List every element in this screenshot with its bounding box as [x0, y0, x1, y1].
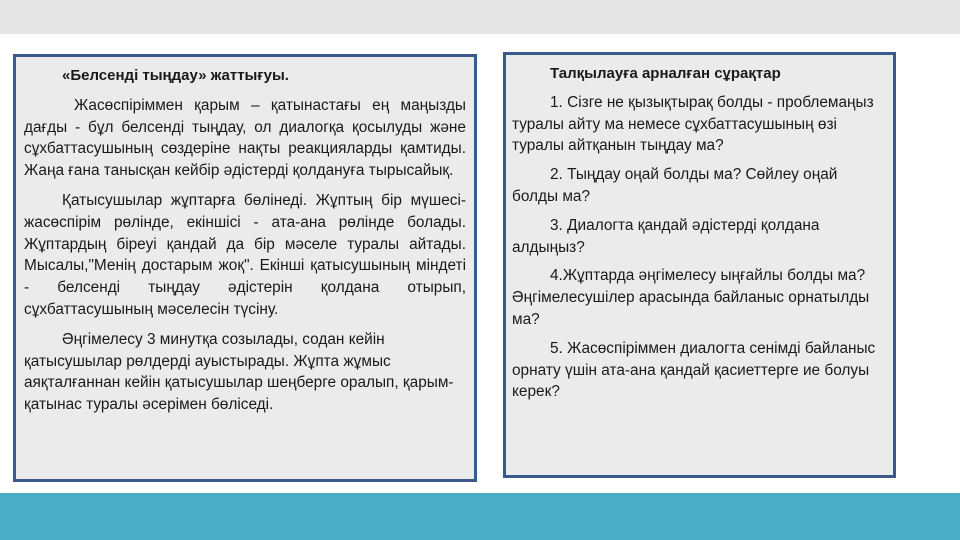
question-item-4: 4.Жұптарда әңгімелесу ыңғайлы болды ма? Әңгімелесушілер арасында байланыс орнатылды ма?: [512, 267, 870, 328]
question-item-3: 3. Диалогта қандай әдістерді қолдана алдыңыз?: [512, 216, 820, 256]
question-item-1: 1. Сізге не қызықтырақ болды - проблемаңыз туралы айту ма немесе сұхбаттасушының өзі туралы айтқанын тыңдау ма?: [512, 93, 874, 155]
exercise-paragraph-2: Қатысушылар жұптарға бөлінеді. Жұптың бір мүшесі-жасөспірім рөлінде, екіншісі - ата-ана рөлінде болады. Жұптардың біреуі қандай да бір мәселе туралы айтады. Мысалы,"Менің достарым жоқ". Екінші қатысушының міндеті - белсенді тыңдау әдістерін қолдана отырып, сұхбаттасушының мәселесін түсіну.: [24, 191, 466, 318]
questions-title: Талқылауға арналған сұрақтар: [550, 65, 781, 82]
exercise-title: «Белсенді тыңдау» жаттығуы.: [62, 67, 289, 84]
exercise-panel: [13, 54, 477, 482]
exercise-paragraph-3: Әңгімелесу 3 минутқа созылады, содан кейін қатысушылар рөлдерді ауыстырады. Жұпта жұмыс аяқталғаннан кейін қатысушылар шеңберге оралып, қарым-қатынас туралы әсерімен бөліседі.: [24, 330, 454, 414]
questions-panel: [503, 52, 896, 478]
top-band: [0, 0, 960, 34]
bottom-band: [0, 493, 960, 540]
exercise-paragraph-1: Жасөспіріммен қарым – қатынастағы ең маңызды дағды - бұл белсенді тыңдау, ол диалогқа қосылуды және сұхбаттасушының сөздеріне нақты реакцияларды қамтиды. Жаңа ғана танысқан кейбір әдістерді қолдануға тырысайық.: [24, 96, 466, 180]
question-item-5: 5. Жасөспіріммен диалогта сенімді байланыс орнату үшін ата-ана қандай қасиеттерге ие болуы керек?: [512, 339, 876, 401]
question-item-2: 2. Тыңдау оңай болды ма? Сөйлеу оңай болды ма?: [512, 166, 838, 205]
